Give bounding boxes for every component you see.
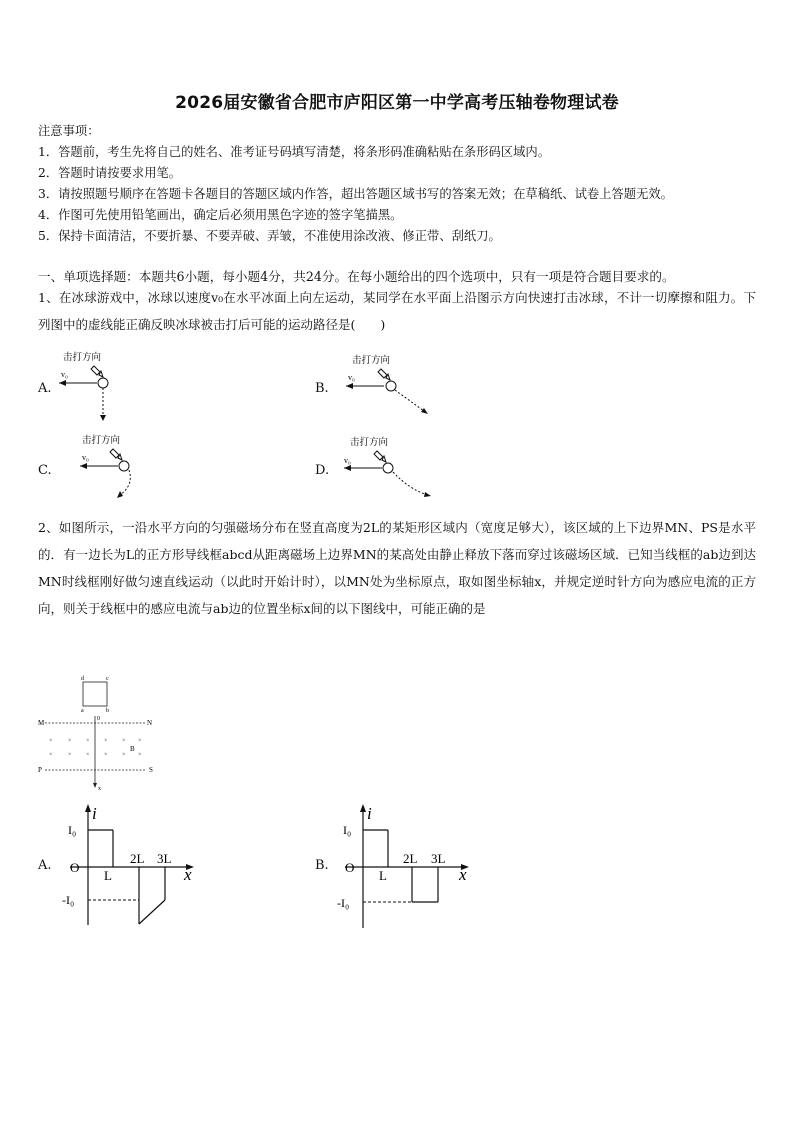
svg-text:d: d xyxy=(81,676,84,682)
velocity-label: v₀ xyxy=(82,453,89,462)
svg-text:i: i xyxy=(367,804,372,823)
svg-text:-I₀: -I₀ xyxy=(337,896,350,910)
q2-option-a-label: A. xyxy=(38,858,52,873)
q1-option-c-diagram xyxy=(72,430,162,505)
notes-item: 3．请按照题号顺序在答题卡各题目的答题区域内作答，超出答题区域书写的答案无效；在草稿纸、试卷上答题无效。 xyxy=(38,187,673,201)
svg-text:×: × xyxy=(138,752,142,758)
notes-item: 1．答题前，考生先将自己的姓名、准考证号码填写清楚，将条形码准确粘贴在条形码区域内。 xyxy=(38,145,550,159)
svg-text:×: × xyxy=(49,738,53,744)
q1-option-d-label: D. xyxy=(315,463,330,478)
svg-text:0: 0 xyxy=(97,716,100,722)
section-heading: 一、单项选择题：本题共6小题，每小题4分，共24分。在每小题给出的四个选项中，只有一项是符合题目要求的。 xyxy=(38,269,675,284)
svg-text:×: × xyxy=(86,752,90,758)
svg-text:L: L xyxy=(379,868,387,883)
notes-heading: 注意事项： xyxy=(38,124,100,138)
svg-text:x: x xyxy=(98,786,101,792)
notes-item: 2．答题时请按要求用笔。 xyxy=(38,166,182,180)
svg-text:×: × xyxy=(49,752,53,758)
svg-text:×: × xyxy=(68,752,72,758)
svg-text:×: × xyxy=(104,738,108,744)
q1-option-b-diagram xyxy=(340,348,440,423)
svg-text:I₀: I₀ xyxy=(68,823,77,837)
question-2-text: 2、如图所示，一沿水平方向的匀强磁场分布在竖直高度为2L的某矩形区域内（宽度足够大），该区域的上下边界MN、PS是水平的．有一边长为L的正方形导线框abcd从距离磁场上边界MN的某高处由静止释放下落而穿过该磁场区域．已知当线框的ab边到达MN时线框刚好做匀速直线运动（以此时开始计时），以MN处为坐标原点，取如图坐标轴x，并规定逆时针方向为感应电流的正方向，则关于线框中的感应电流与ab边的位置坐标x间的以下图线中，可能正确的是 xyxy=(38,520,756,616)
svg-text:L: L xyxy=(104,868,112,883)
hit-direction-label: 击打方向 xyxy=(63,353,102,363)
velocity-label: v₀ xyxy=(344,456,351,465)
svg-text:×: × xyxy=(122,752,126,758)
svg-text:2L: 2L xyxy=(130,851,145,866)
svg-text:x: x xyxy=(184,865,192,884)
svg-text:×: × xyxy=(138,738,142,744)
svg-text:c: c xyxy=(106,676,109,682)
svg-text:x: x xyxy=(459,865,467,884)
svg-text:3L: 3L xyxy=(157,851,172,866)
svg-text:i: i xyxy=(92,804,97,823)
q1-option-a-diagram xyxy=(55,345,145,425)
svg-text:P: P xyxy=(38,766,42,774)
svg-text:M: M xyxy=(38,719,45,727)
hit-direction-label: 击打方向 xyxy=(350,438,389,448)
hit-direction-label: 击打方向 xyxy=(82,436,121,446)
svg-text:×: × xyxy=(104,752,108,758)
svg-text:b: b xyxy=(106,708,109,714)
svg-text:I₀: I₀ xyxy=(343,823,352,837)
svg-text:×: × xyxy=(68,738,72,744)
q2-option-b-graph xyxy=(335,800,485,930)
hit-direction-label: 击打方向 xyxy=(352,356,391,366)
velocity-label: v₀ xyxy=(348,373,355,382)
svg-text:×: × xyxy=(86,738,90,744)
q2-option-a-graph xyxy=(60,800,210,930)
question-1-text: 1、在冰球游戏中，冰球以速度v₀在水平冰面上向左运动，某同学在水平面上沿图示方向快速打击冰球，不计一切摩擦和阻力。下列图中的虚线能正确反映冰球被击打后可能的运动路径是( ) xyxy=(38,290,756,332)
page-title: 2026届安徽省合肥市庐阳区第一中学高考压轴卷物理试卷 xyxy=(175,93,619,113)
svg-text:N: N xyxy=(147,719,153,727)
svg-text:a: a xyxy=(81,708,84,714)
svg-text:3L: 3L xyxy=(431,851,446,866)
q2-magnetic-field-figure xyxy=(36,672,166,792)
svg-text:2L: 2L xyxy=(403,851,418,866)
q1-option-c-label: C. xyxy=(38,463,52,478)
svg-text:O: O xyxy=(70,860,80,875)
svg-text:S: S xyxy=(149,766,153,774)
svg-text:×: × xyxy=(122,738,126,744)
q1-option-a-label: A. xyxy=(38,381,52,396)
svg-text:O: O xyxy=(345,860,355,875)
q1-option-b-label: B. xyxy=(315,381,329,396)
svg-text:-I₀: -I₀ xyxy=(62,893,75,907)
q1-option-d-diagram xyxy=(340,430,440,505)
q2-option-b-label: B. xyxy=(315,858,329,873)
velocity-label: v₀ xyxy=(61,370,68,379)
notes-item: 4．作图可先使用铅笔画出，确定后必须用黑色字迹的签字笔描黑。 xyxy=(38,208,403,222)
notes-item: 5．保持卡面清洁，不要折暴、不要弄破、弄皱，不准使用涂改液、修正带、刮纸刀。 xyxy=(38,229,501,243)
svg-text:B: B xyxy=(130,745,135,753)
